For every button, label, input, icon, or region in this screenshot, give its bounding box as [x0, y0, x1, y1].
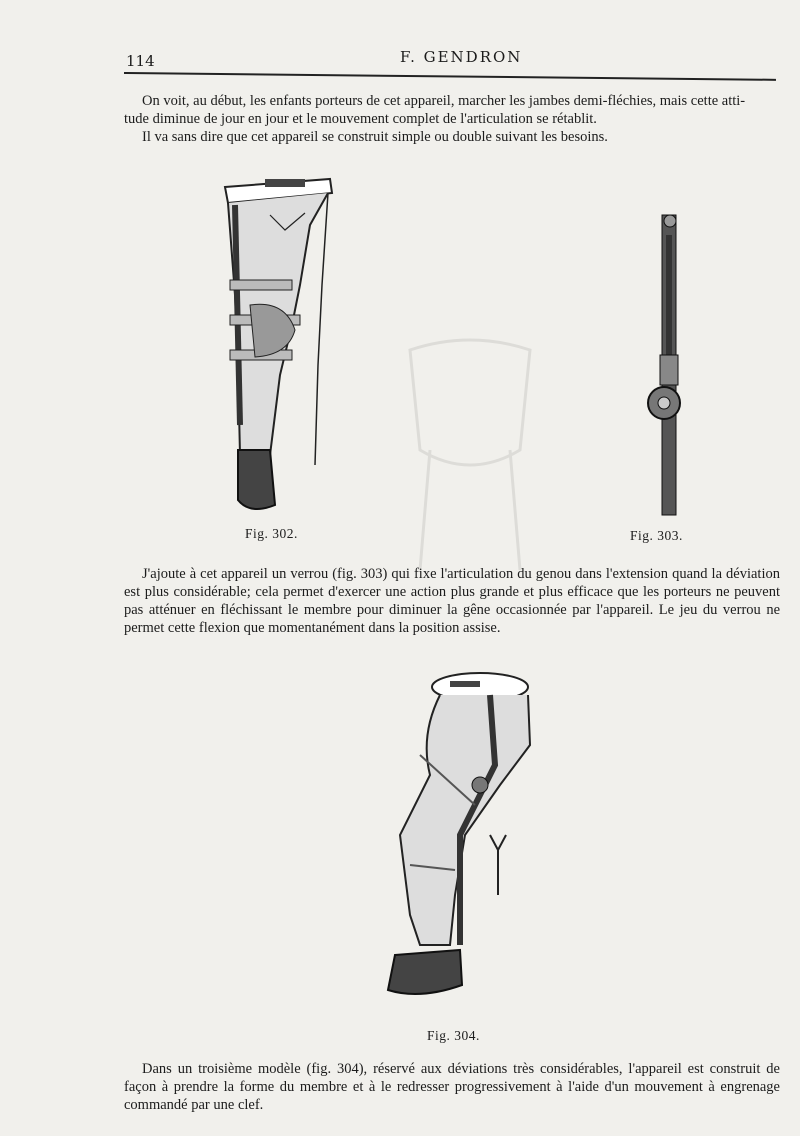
figure-302-caption: Fig. 302. — [245, 526, 298, 541]
paragraph-third-model: Dans un troisième modèle (fig. 304), réservé aux déviations très considérables, l'appareil est construit de façon à prendre la forme du membre et à le redresser progressivement à l'aide d'un mouvement à engrenage commandé par une clef. — [124, 1061, 780, 1113]
bleed-through-illustration — [380, 330, 560, 580]
figure-303-caption: Fig. 303. — [630, 528, 683, 543]
running-head: F. GENDRON — [400, 48, 523, 66]
paragraph-intro — [124, 92, 776, 146]
intro-line-1: On voit, au début, les enfants porteurs de cet appareil, marcher les jambes demi-fléchies, mais cette atti- — [142, 93, 746, 109]
figure-303-bolt — [640, 205, 700, 525]
header-rule — [124, 72, 776, 81]
figure-304-geared-apparatus — [380, 665, 550, 1025]
paragraph-bolt: J'ajoute à cet appareil un verrou (fig. 303) qui fixe l'articulation du genou dans l'extension quand la déviation est plus considérable; cela permet d'exercer une action plus grande et plus efficace que les porteurs ne peuvent pas atténuer en fléchissant le membre pour diminuer la gêne occasionnée par l'appareil. Le jeu du verrou ne permet cette flexion que momentanément dans la position assise. — [124, 566, 780, 636]
figure-304-caption: Fig. 304. — [427, 1028, 480, 1043]
intro-line-3: Il va sans dire que cet appareil se construit simple ou double suivant les besoins. — [142, 129, 608, 145]
figure-302-leg-brace — [210, 165, 350, 515]
intro-line-2: tude diminue de jour en jour et le mouvement complet de l'articulation se rétablit. — [124, 111, 597, 127]
page-number: 114 — [126, 52, 155, 70]
